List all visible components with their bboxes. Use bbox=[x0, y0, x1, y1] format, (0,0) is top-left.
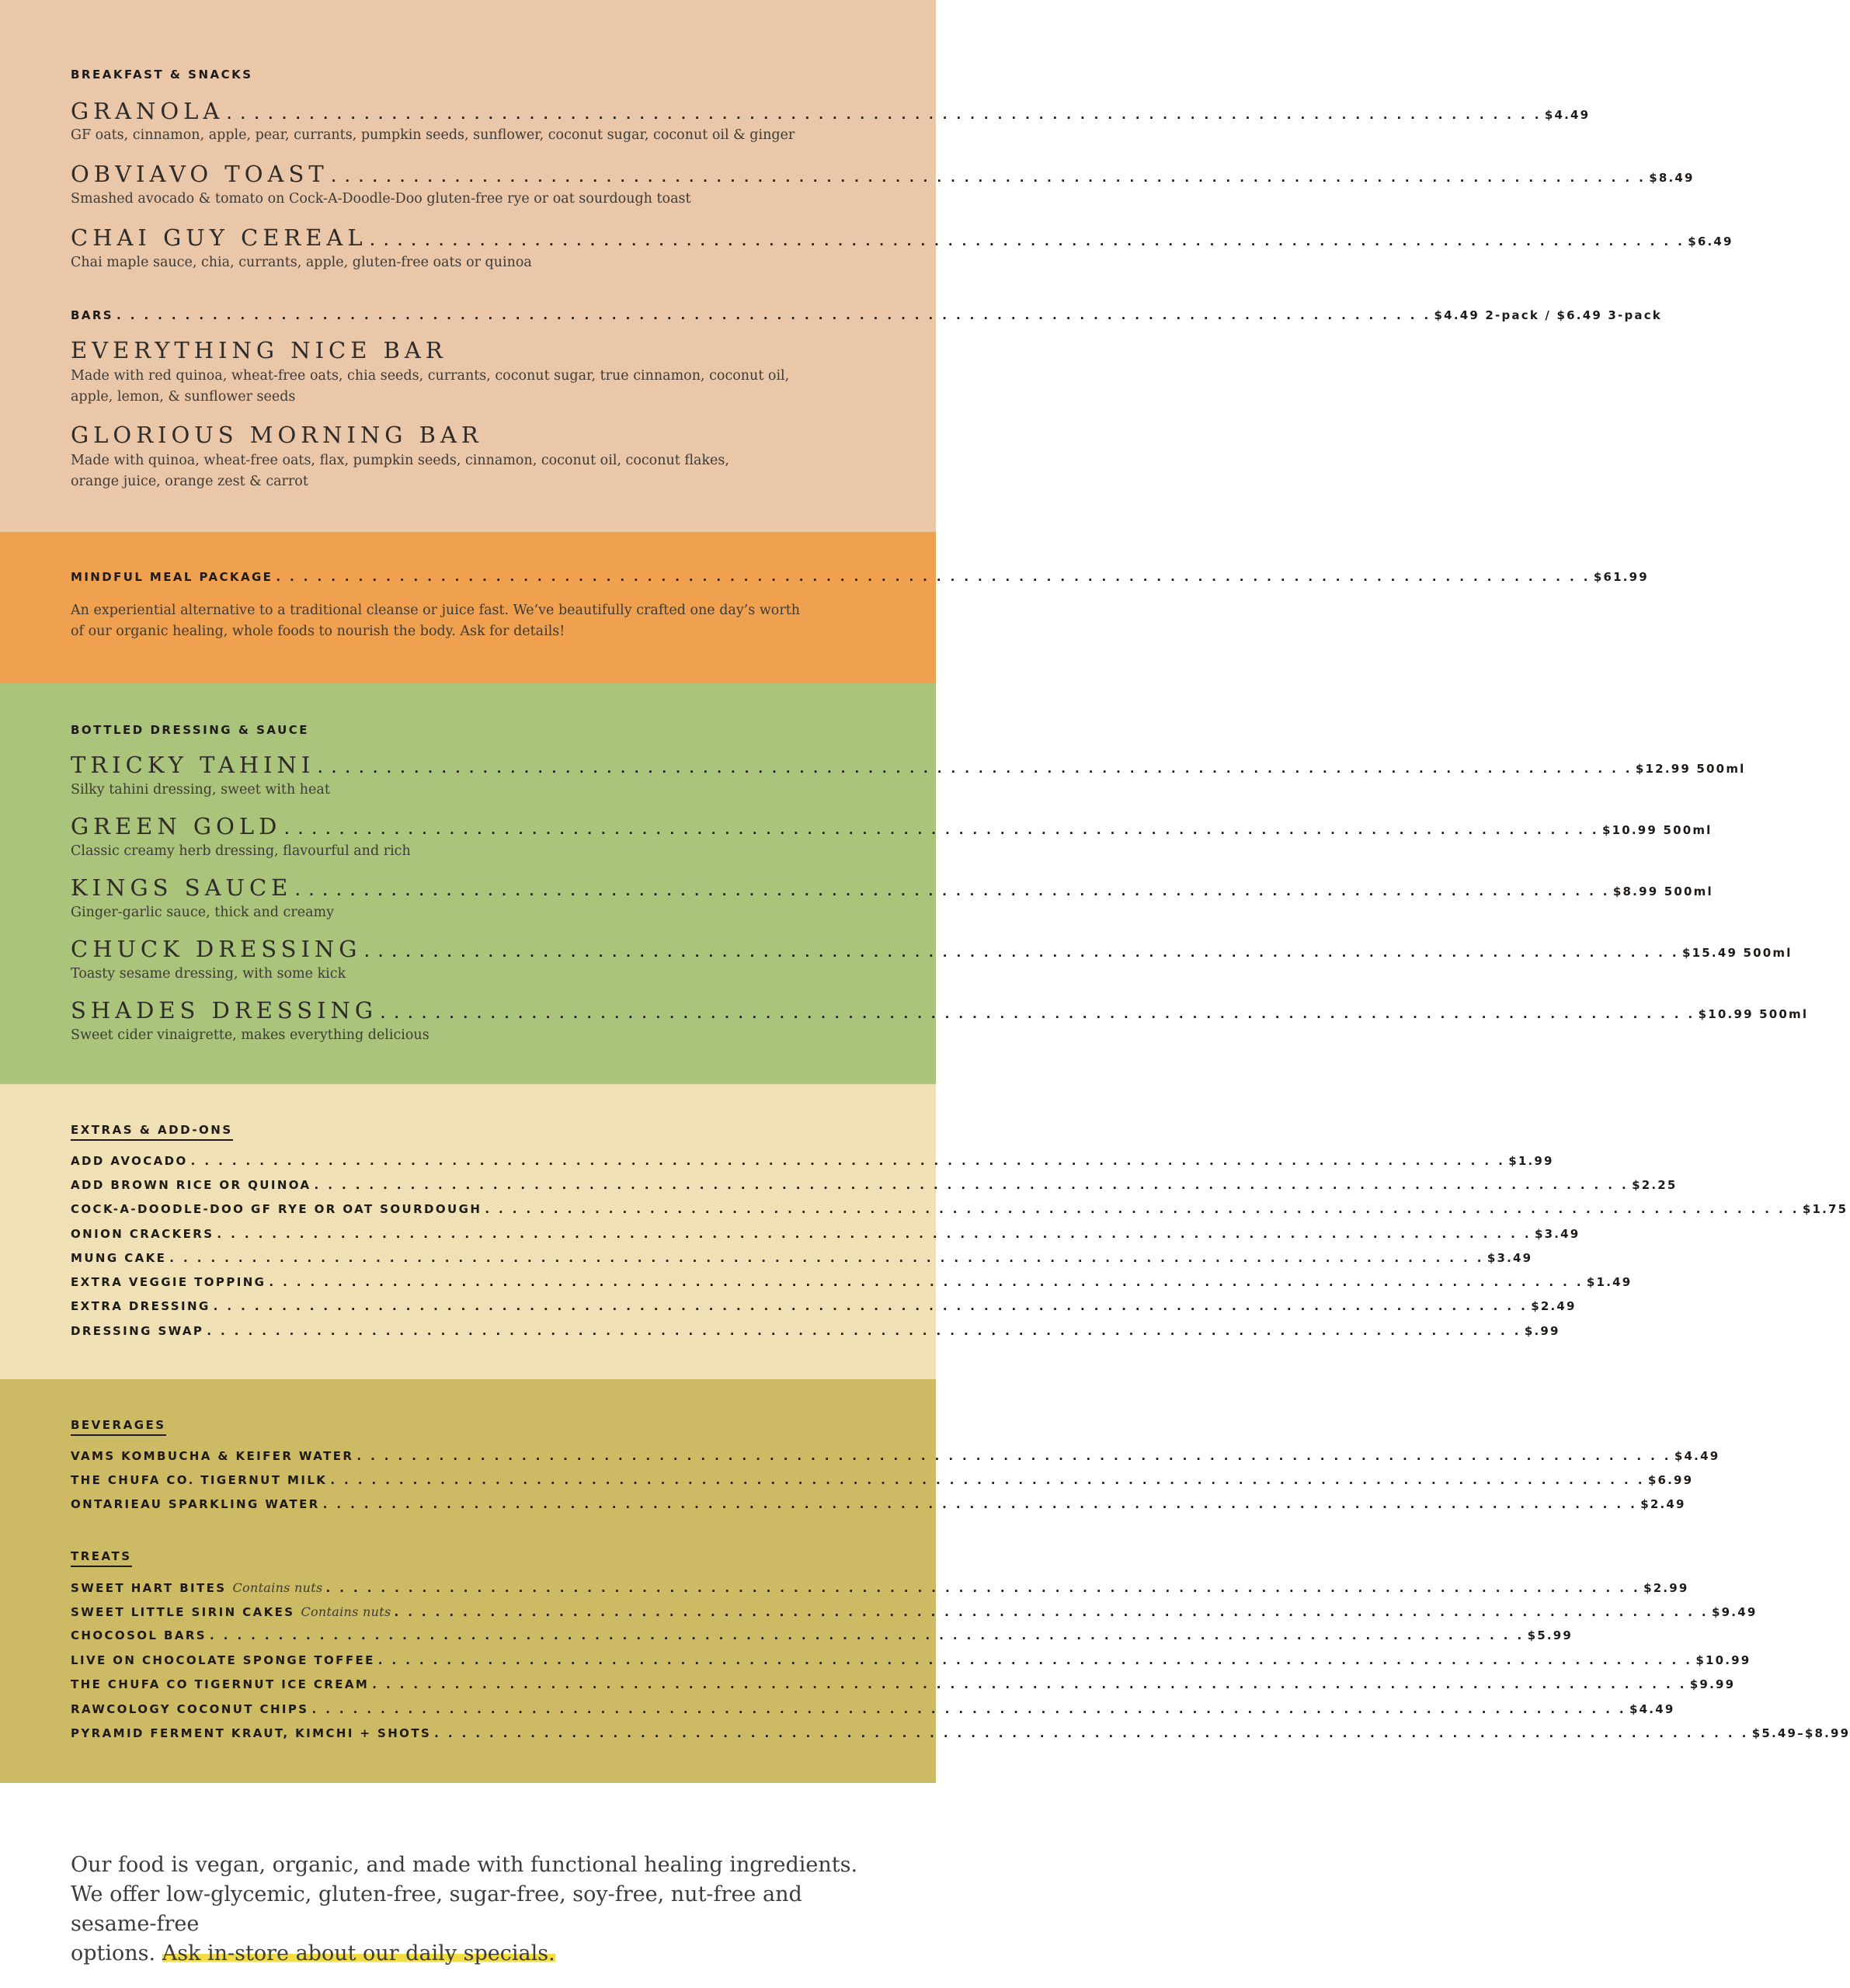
item-name: CHAI GUY CEREAL bbox=[71, 224, 367, 251]
item-name: PYRAMID FERMENT KRAUT, KIMCHI + SHOTS bbox=[71, 1726, 432, 1740]
leader-dots: . . . . . . . . . . . . . . . . . . . . . . . . . . . . . . . . . . . . . . . . . . . . . . . . . . . . . . . . . . . . . . . . . . . . . . . . . . . . . . . . . . . . . . . . . . . . . . . . bbox=[207, 1324, 1521, 1338]
item-name: CHOCOSOL BARS bbox=[71, 1628, 207, 1642]
footer-line: We offer low-glycemic, gluten-free, sugar-free, soy-free, nut-free and sesame-free bbox=[71, 1882, 802, 1936]
item-price: $2.25 bbox=[1632, 1178, 1678, 1192]
item-price: $61.99 bbox=[1593, 570, 1649, 584]
description-line: orange juice, orange zest & carrot bbox=[71, 474, 308, 489]
item-price: $12.99 500ml bbox=[1635, 762, 1746, 776]
description-line: of our organic healing, whole foods to nourish the body. Ask for details! bbox=[71, 624, 565, 639]
menu-item-obviavo-toast bbox=[71, 161, 1695, 187]
breakfast-section bbox=[0, 0, 1734, 532]
item-price: $4.49 bbox=[1674, 1449, 1720, 1463]
item-description: Chai maple sauce, chia, currants, apple, gluten-free oats or quinoa bbox=[71, 255, 532, 270]
item-price: $5.49–$8.99 bbox=[1751, 1726, 1850, 1740]
item-price: $3.49 bbox=[1487, 1251, 1533, 1265]
beverage-item bbox=[71, 1497, 1686, 1511]
item-name: GRANOLA bbox=[71, 98, 224, 124]
item-name: GLORIOUS MORNING BAR bbox=[71, 422, 483, 448]
treat-item bbox=[71, 1628, 1574, 1642]
menu-item-green-gold bbox=[71, 813, 1713, 839]
menu-item-mindful-meal-package bbox=[71, 570, 1649, 584]
item-description: Ginger-garlic sauce, thick and creamy bbox=[71, 905, 334, 920]
item-name: LIVE ON CHOCOLATE SPONGE TOFFEE bbox=[71, 1653, 375, 1667]
item-note: Contains nuts bbox=[232, 1580, 323, 1595]
treat-item bbox=[71, 1726, 1850, 1740]
footer-statement bbox=[71, 1851, 886, 1969]
menu-item-tricky-tahini bbox=[71, 752, 1746, 778]
leader-dots: . . . . . . . . . . . . . . . . . . . . . . . . . . . . . . . . . . . . . . . . . . . . . . . . . . . . . . . . . . . . . . . . . . . . . . . . . . . . . . . . . . . . . . . . . . . . . . . . bbox=[364, 946, 1680, 960]
item-price: $3.49 bbox=[1534, 1227, 1580, 1241]
mindful-meal-section bbox=[0, 532, 1649, 683]
item-price: $4.49 bbox=[1629, 1702, 1675, 1716]
bottled-dressing-section bbox=[0, 683, 1809, 1084]
footer-line-start: options. bbox=[71, 1941, 162, 1965]
item-price: $2.49 bbox=[1640, 1497, 1686, 1511]
item-description bbox=[71, 600, 800, 642]
leader-dots: . . . . . . . . . . . . . . . . . . . . . . . . . . . . . . . . . . . . . . . . . . . . . . . . . . . . . . . . . . . . . . . . . . . . . . . . . . . . . . . . . . . . . . . . . . . . . . . . bbox=[485, 1202, 1800, 1216]
daily-specials-highlight: Ask in-store about our daily specials. bbox=[162, 1941, 555, 1965]
item-price: $2.49 bbox=[1531, 1299, 1577, 1313]
item-description: Classic creamy herb dressing, flavourful and rich bbox=[71, 843, 411, 859]
item-name: DRESSING SWAP bbox=[71, 1324, 204, 1338]
item-name: EXTRA DRESSING bbox=[71, 1299, 210, 1313]
item-description: Sweet cider vinaigrette, makes everything delicious bbox=[71, 1027, 429, 1043]
leader-dots: . . . . . . . . . . . . . . . . . . . . . . . . . . . . . . . . . . . . . . . . . . . . . . . . . . . . . . . . . . . . . . . . . . . . . . . . . . . . . . . . . . . . . . . . . . . . . . . . bbox=[295, 885, 1610, 898]
item-price: $10.99 500ml bbox=[1601, 823, 1713, 837]
description-line: Made with quinoa, wheat-free oats, flax, pumpkin seeds, cinnamon, coconut oil, coconut flakes, bbox=[71, 453, 729, 468]
leader-dots: . . . . . . . . . . . . . . . . . . . . . . . . . . . . . . . . . . . . . . . . . . . . . . . . . . . . . . . . . . . . . . . . . . . . . . . . . . . . . . . . . . . . . . . . . . . . . . . . bbox=[394, 1605, 1709, 1619]
item-name: BARS bbox=[71, 308, 113, 322]
leader-dots: . . . . . . . . . . . . . . . . . . . . . . . . . . . . . . . . . . . . . . . . . . . . . . . . . . . . . . . . . . . . . . . . . . . . . . . . . . . . . . . . . . . . . . . . . . . . . . . . bbox=[381, 1007, 1695, 1021]
menu-item-everything-nice-bar bbox=[71, 337, 869, 363]
leader-dots: . . . . . . . . . . . . . . . . . . . . . . . . . . . . . . . . . . . . . . . . . . . . . . . . . . . . . . . . . . . . . . . . . . . . . . . . . . . . . . . . . . . . . . . . . . . . . . . . bbox=[269, 1275, 1584, 1289]
extras-section-title: EXTRAS & ADD-ONS bbox=[71, 1123, 233, 1141]
leader-dots: . . . . . . . . . . . . . . . . . . . . . . . . . . . . . . . . . . . . . . . . . . . . . . . . . . . . . . . . . . . . . . . . . . . . . . . . . . . . . . . . . . . . . . . . . . . . . . . . bbox=[284, 823, 1599, 837]
item-price: $2.99 bbox=[1643, 1581, 1689, 1595]
extras-item bbox=[71, 1202, 1848, 1216]
item-name: ONTARIEAU SPARKLING WATER bbox=[71, 1497, 320, 1511]
item-name: ADD AVOCADO bbox=[71, 1154, 188, 1168]
item-name: COCK-A-DOODLE-DOO GF RYE OR OAT SOURDOUGH bbox=[71, 1202, 482, 1216]
footer-section bbox=[0, 1783, 936, 1988]
leader-dots: . . . . . . . . . . . . . . . . . . . . . . . . . . . . . . . . . . . . . . . . . . . . . . . . . . . . . . . . . . . . . . . . . . . . . . . . . . . . . . . . . . . . . . . . . . . . . . . . bbox=[356, 1449, 1671, 1463]
description-line: Made with red quinoa, wheat-free oats, chia seeds, currants, coconut sugar, true cinnamon, coconut oil, bbox=[71, 368, 790, 384]
extras-item bbox=[71, 1251, 1533, 1265]
menu-item-chai-guy-cereal bbox=[71, 224, 1734, 251]
item-name: SWEET HART BITES bbox=[71, 1581, 227, 1595]
item-price: $1.49 bbox=[1586, 1275, 1633, 1289]
footer-line bbox=[71, 1939, 886, 1969]
item-price: $9.99 bbox=[1689, 1677, 1736, 1691]
breakfast-section-title: BREAKFAST & SNACKS bbox=[71, 68, 253, 82]
leader-dots: . . . . . . . . . . . . . . . . . . . . . . . . . . . . . . . . . . . . . . . . . . . . . . . . . . . . . . . . . . . . . . . . . . . . . . . . . . . . . . . . . . . . . . . . . . . . . . . . bbox=[330, 1473, 1645, 1487]
menu-item-chuck-dressing bbox=[71, 936, 1793, 962]
item-name: RAWCOLOGY COCONUT CHIPS bbox=[71, 1702, 309, 1716]
item-name: SWEET LITTLE SIRIN CAKES bbox=[71, 1605, 295, 1619]
item-price: $5.99 bbox=[1527, 1628, 1574, 1642]
menu-item-bars bbox=[71, 308, 1662, 322]
item-price: $8.49 bbox=[1649, 171, 1695, 185]
item-name: SHADES DRESSING bbox=[71, 997, 378, 1024]
leader-dots: . . . . . . . . . . . . . . . . . . . . . . . . . . . . . . . . . . . . . . . . . . . . . . . . . . . . . . . . . . . . . . . . . . . . . . . . . . . . . . . . . . . . . . . . . . . . . . . . bbox=[322, 1497, 1638, 1511]
item-name: ONION CRACKERS bbox=[71, 1227, 214, 1241]
item-name: EXTRA VEGGIE TOPPING bbox=[71, 1275, 266, 1289]
item-name: MINDFUL MEAL PACKAGE bbox=[71, 570, 273, 584]
item-name: CHUCK DRESSING bbox=[71, 936, 362, 962]
item-price: $15.49 500ml bbox=[1682, 946, 1793, 960]
item-name: MUNG CAKE bbox=[71, 1251, 167, 1265]
item-price: $10.99 500ml bbox=[1698, 1007, 1809, 1021]
item-name: ADD BROWN RICE OR QUINOA bbox=[71, 1178, 311, 1192]
item-price: $9.49 bbox=[1712, 1605, 1758, 1619]
item-name: EVERYTHING NICE BAR bbox=[71, 337, 447, 363]
extras-item bbox=[71, 1275, 1633, 1289]
menu-item-shades-dressing bbox=[71, 997, 1809, 1024]
treat-item bbox=[71, 1604, 1758, 1619]
beverages-treats-section bbox=[0, 1379, 1850, 1783]
extras-item bbox=[71, 1178, 1678, 1192]
item-description: GF oats, cinnamon, apple, pear, currants, pumpkin seeds, sunflower, coconut sugar, coconut oil & ginger bbox=[71, 127, 795, 143]
leader-dots: . . . . . . . . . . . . . . . . . . . . . . . . . . . . . . . . . . . . . . . . . . . . . . . . . . . . . . . . . . . . . . . . . . . . . . . . . . . . . . . . . . . . . . . . . . . . . . . . bbox=[314, 1178, 1629, 1192]
leader-dots: . . . . . . . . . . . . . . . . . . . . . . . . . . . . . . . . . . . . . . . . . . . . . . . . . . . . . . . . . . . . . . . . . . . . . . . . . . . . . . . . . . . . . . . . . . . . . . . . bbox=[210, 1628, 1525, 1642]
description-line: apple, lemon, & sunflower seeds bbox=[71, 389, 296, 405]
beverage-item bbox=[71, 1449, 1720, 1463]
item-price: $8.99 500ml bbox=[1612, 885, 1713, 898]
item-name: THE CHUFA CO TIGERNUT ICE CREAM bbox=[71, 1677, 370, 1691]
menu-item-granola bbox=[71, 98, 1591, 124]
leader-dots: . . . . . . . . . . . . . . . . . . . . . . . . . . . . . . . . . . . . . . . . . . . . . . . . . . . . . . . . . . . . . . . . . . . . . . . . . . . . . . . . . . . . . . . . . . . . . . . . bbox=[377, 1653, 1693, 1667]
leader-dots: . . . . . . . . . . . . . . . . . . . . . . . . . . . . . . . . . . . . . . . . . . . . . . . . . . . . . . . . . . . . . . . . . . . . . . . . . . . . . . . . . . . . . . . . . . . . . . . . bbox=[434, 1726, 1749, 1740]
item-name: TRICKY TAHINI bbox=[71, 752, 315, 778]
menu-item-glorious-morning-bar bbox=[71, 422, 869, 448]
item-description: Smashed avocado & tomato on Cock-A-Doodle-Doo gluten-free rye or oat sourdough toast bbox=[71, 191, 691, 207]
leader-dots: . . . . . . . . . . . . . . . . . . . . . . . . . . . . . . . . . . . . . . . . . . . . . . . . . . . . . . . . . . . . . . . . . . . . . . . . . . . . . . . . . . . . . . . . . . . . . . . . bbox=[169, 1251, 1484, 1265]
leader-dots: . . . . . . . . . . . . . . . . . . . . . . . . . . . . . . . . . . . . . . . . . . . . . . . . . . . . . . . . . . . . . . . . . . . . . . . . . . . . . . . . . . . . . . . . . . . . . . . . bbox=[311, 1702, 1627, 1716]
item-price: $1.99 bbox=[1508, 1154, 1554, 1168]
item-description bbox=[71, 450, 729, 492]
footer-line: Our food is vegan, organic, and made with functional healing ingredients. bbox=[71, 1853, 858, 1877]
leader-dots: . . . . . . . . . . . . . . . . . . . . . . . . . . . . . . . . . . . . . . . . . . . . . . . . . . . . . . . . . . . . . . . . . . . . . . . . . . . . . . . . . . . . . . . . . . . . . . . . bbox=[318, 762, 1633, 776]
treat-item bbox=[71, 1580, 1689, 1595]
beverages-section-title: BEVERAGES bbox=[71, 1418, 166, 1436]
item-description: Silky tahini dressing, sweet with heat bbox=[71, 782, 330, 798]
extras-item bbox=[71, 1299, 1577, 1313]
item-name: OBVIAVO TOAST bbox=[71, 161, 329, 187]
item-price: $10.99 bbox=[1695, 1653, 1751, 1667]
menu-item-kings-sauce bbox=[71, 874, 1713, 901]
leader-dots: . . . . . . . . . . . . . . . . . . . . . . . . . . . . . . . . . . . . . . . . . . . . . . . . . . . . . . . . . . . . . . . . . . . . . . . . . . . . . . . . . . . . . . . . . . . . . . . . bbox=[227, 108, 1542, 122]
beverage-item bbox=[71, 1473, 1694, 1487]
leader-dots: . . . . . . . . . . . . . . . . . . . . . . . . . . . . . . . . . . . . . . . . . . . . . . . . . . . . . . . . . . . . . . . . . . . . . . . . . . . . . . . . . . . . . . . . . . . . . . . . bbox=[331, 171, 1647, 185]
item-price: $6.99 bbox=[1647, 1473, 1694, 1487]
item-price: $4.49 2-pack / $6.49 3-pack bbox=[1434, 308, 1662, 322]
treat-item bbox=[71, 1677, 1736, 1691]
item-name: KINGS SAUCE bbox=[71, 874, 293, 901]
leader-dots: . . . . . . . . . . . . . . . . . . . . . . . . . . . . . . . . . . . . . . . . . . . . . . . . . . . . . . . . . . . . . . . . . . . . . . . . . . . . . . . . . . . . . . . . . . . . . . . . bbox=[116, 308, 1431, 322]
item-name: THE CHUFA CO. TIGERNUT MILK bbox=[71, 1473, 328, 1487]
item-name: GREEN GOLD bbox=[71, 813, 282, 839]
description-line: An experiential alternative to a traditional cleanse or juice fast. We’ve beautifully crafted one day’s worth bbox=[71, 603, 801, 618]
treat-item bbox=[71, 1702, 1675, 1716]
item-note: Contains nuts bbox=[301, 1604, 391, 1619]
item-description bbox=[71, 366, 789, 408]
extras-item bbox=[71, 1227, 1580, 1241]
item-description: Toasty sesame dressing, with some kick bbox=[71, 966, 346, 982]
extras-section bbox=[0, 1084, 1848, 1379]
item-price: $.99 bbox=[1524, 1324, 1560, 1338]
item-price: $1.75 bbox=[1802, 1202, 1848, 1216]
leader-dots: . . . . . . . . . . . . . . . . . . . . . . . . . . . . . . . . . . . . . . . . . . . . . . . . . . . . . . . . . . . . . . . . . . . . . . . . . . . . . . . . . . . . . . . . . . . . . . . . bbox=[190, 1154, 1506, 1168]
extras-item bbox=[71, 1324, 1560, 1338]
item-price: $6.49 bbox=[1688, 235, 1734, 248]
item-price: $4.49 bbox=[1544, 108, 1591, 122]
leader-dots: . . . . . . . . . . . . . . . . . . . . . . . . . . . . . . . . . . . . . . . . . . . . . . . . . . . . . . . . . . . . . . . . . . . . . . . . . . . . . . . . . . . . . . . . . . . . . . . . bbox=[372, 1677, 1687, 1691]
treats-section-title: TREATS bbox=[71, 1549, 132, 1567]
leader-dots: . . . . . . . . . . . . . . . . . . . . . . . . . . . . . . . . . . . . . . . . . . . . . . . . . . . . . . . . . . . . . . . . . . . . . . . . . . . . . . . . . . . . . . . . . . . . . . . . bbox=[276, 570, 1591, 584]
leader-dots: . . . . . . . . . . . . . . . . . . . . . . . . . . . . . . . . . . . . . . . . . . . . . . . . . . . . . . . . . . . . . . . . . . . . . . . . . . . . . . . . . . . . . . . . . . . . . . . . bbox=[213, 1299, 1528, 1313]
bottled-section-title: BOTTLED DRESSING & SAUCE bbox=[71, 723, 310, 737]
item-name: VAMS KOMBUCHA & KEIFER WATER bbox=[71, 1449, 354, 1463]
treat-item bbox=[71, 1653, 1751, 1667]
leader-dots: . . . . . . . . . . . . . . . . . . . . . . . . . . . . . . . . . . . . . . . . . . . . . . . . . . . . . . . . . . . . . . . . . . . . . . . . . . . . . . . . . . . . . . . . . . . . . . . . bbox=[370, 235, 1685, 248]
leader-dots: . . . . . . . . . . . . . . . . . . . . . . . . . . . . . . . . . . . . . . . . . . . . . . . . . . . . . . . . . . . . . . . . . . . . . . . . . . . . . . . . . . . . . . . . . . . . . . . . bbox=[325, 1581, 1641, 1595]
leader-dots: . . . . . . . . . . . . . . . . . . . . . . . . . . . . . . . . . . . . . . . . . . . . . . . . . . . . . . . . . . . . . . . . . . . . . . . . . . . . . . . . . . . . . . . . . . . . . . . . bbox=[217, 1227, 1532, 1241]
extras-item bbox=[71, 1154, 1554, 1168]
